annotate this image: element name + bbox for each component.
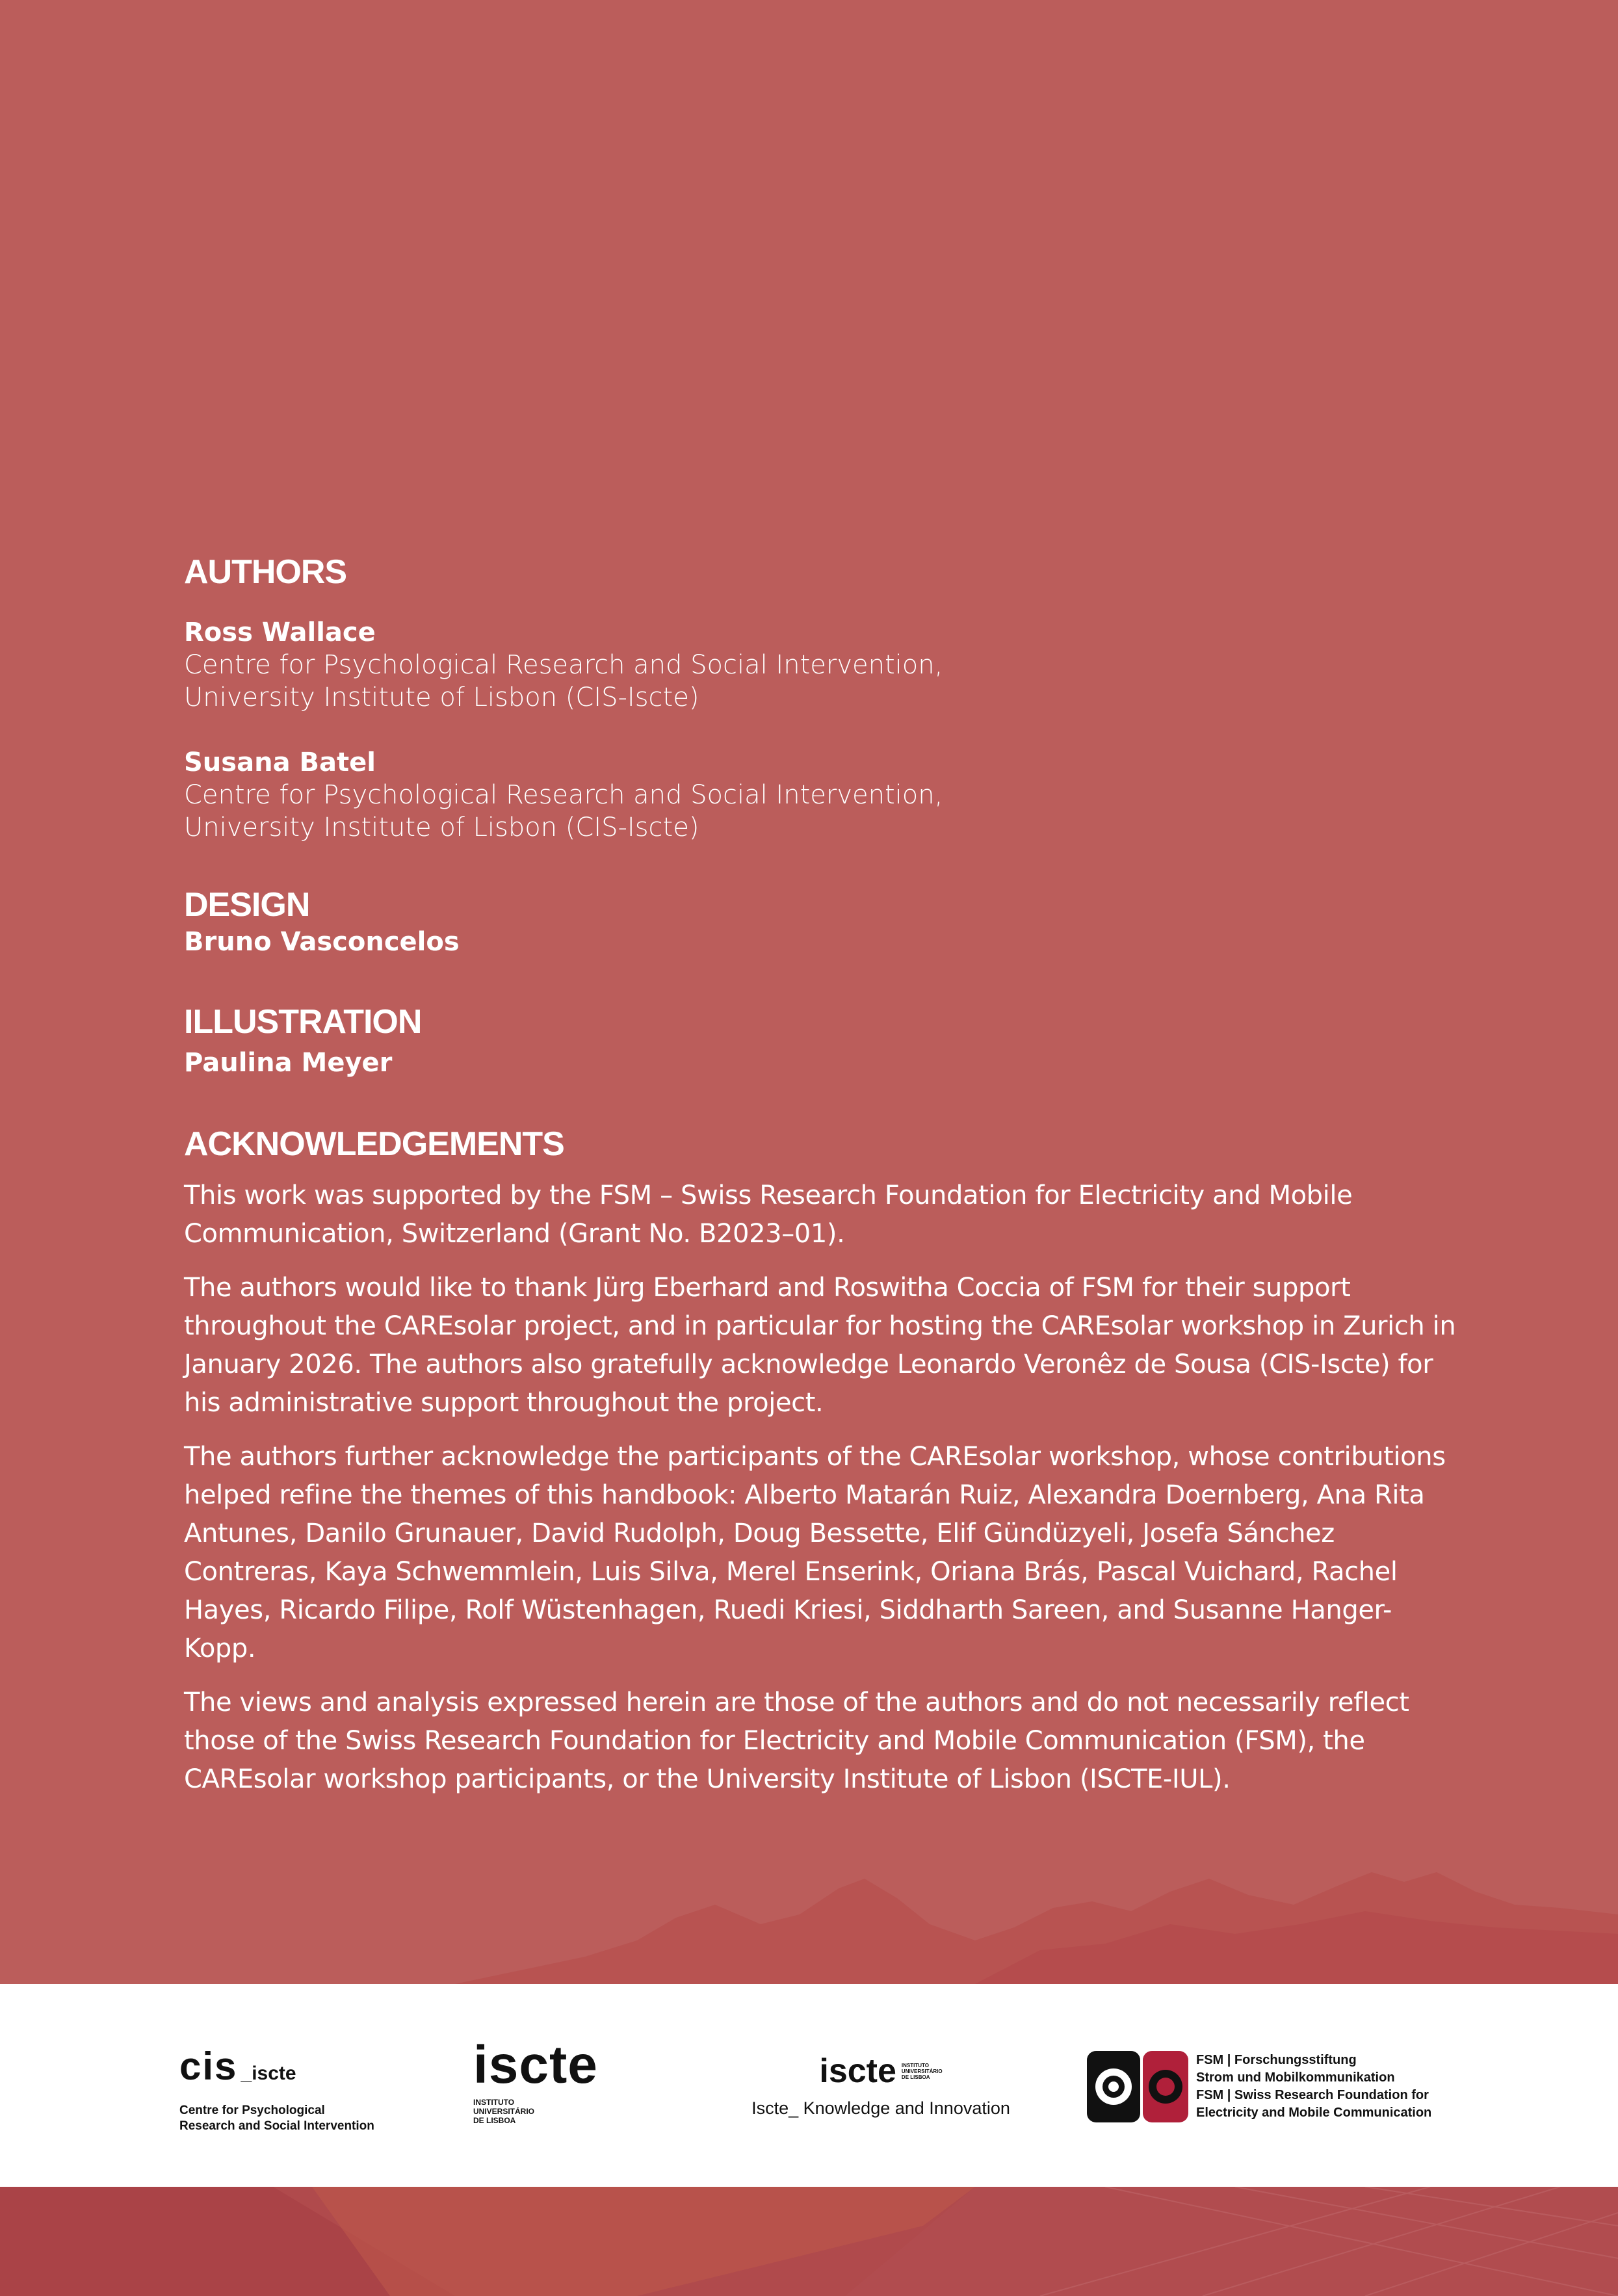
iscte-wordmark: iscte <box>473 2035 598 2094</box>
illustration-heading: ILLUSTRATION <box>184 1003 422 1041</box>
cis-caption: Research and Social Intervention <box>179 2119 374 2133</box>
iscte-ki-small-text: INSTITUTO <box>901 2062 929 2068</box>
acknowledgements-heading: ACKNOWLEDGEMENTS <box>184 1125 564 1163</box>
author-entry <box>184 616 1458 714</box>
authors-heading: AUTHORS <box>184 553 347 591</box>
design-heading: DESIGN <box>184 886 310 924</box>
acknowledgement-paragraph: The views and analysis expressed herein are those of the authors and do not necessarily reflect those of the Swiss Research Foundation for Electricity and Mobile Communication (FSM), the CAREsolar workshop participants, or the University Institute of Lisbon (ISCTE-IUL). <box>184 1688 1409 1794</box>
acknowledgement-paragraph: The authors would like to thank Jürg Eberhard and Roswitha Coccia of FSM for their support throughout the CAREsolar project, and in particular for hosting the CAREsolar workshop in Zurich in January 2026. The authors also gratefully acknowledge Leonardo Veronêz de Sousa (CIS-Iscte) for his administrative support throughout the project. <box>184 1273 1456 1418</box>
fsm-text-line: FSM | Forschungsstiftung <box>1196 2053 1357 2067</box>
illustrator-name: Paulina Meyer <box>184 1048 393 1078</box>
fsm-text-line: Electricity and Mobile Communication <box>1196 2106 1432 2120</box>
iscte-caption: INSTITUTO <box>473 2098 515 2107</box>
fsm-mark-icon <box>1087 2051 1188 2122</box>
designer-name: Bruno Vasconcelos <box>184 927 460 957</box>
author-affiliation: University Institute of Lisbon (CIS-Iscte) <box>184 683 699 712</box>
cis-caption: Centre for Psychological <box>179 2104 325 2117</box>
author-affiliation: Centre for Psychological Research and Social Intervention, <box>184 780 943 810</box>
iscte-logo <box>473 2035 642 2125</box>
acknowledgement-paragraph: The authors further acknowledge the participants of the CAREsolar workshop, whose contributions helped refine the themes of this handbook: Alberto Matarán Ruiz, Alexandra Doernberg, Ana Rita Antunes, Danilo Grunauer, David Rudolph, Doug Bessette, Elif Gündüzyeli, Josefa Sánchez Contreras, Kaya Schwemmlein, Luis Silva, Merel Enserink, Oriana Brás, Pascal Vuichard, Rachel Hayes, Ricardo Filipe, Rolf Wüstenhagen, Ruedi Kriesi, Siddharth Sareen, and Susanne Hanger-Kopp. <box>184 1442 1446 1663</box>
iscte-ki-wordmark: iscte <box>819 2052 896 2090</box>
author-affiliation: Centre for Psychological Research and Social Intervention, <box>184 650 943 680</box>
author-name: Susana Batel <box>184 748 376 777</box>
iscte-knowledge-innovation-logo <box>725 2054 1037 2119</box>
iscte-caption: DE LISBOA <box>473 2116 516 2125</box>
author-entry <box>184 746 1458 844</box>
bottom-decorative-strip <box>0 2187 1618 2296</box>
acknowledgement-paragraph: This work was supported by the FSM – Swiss Research Foundation for Electricity and Mobile Communication, Switzerland (Grant No. B2023–01). <box>184 1181 1353 1249</box>
fsm-text-line: Strom und Mobilkommunikation <box>1196 2070 1395 2085</box>
credits-content <box>184 551 1458 1799</box>
iscte-ki-caption: Iscte_ Knowledge and Innovation <box>751 2098 1010 2118</box>
fsm-text-line: FSM | Swiss Research Foundation for <box>1196 2088 1429 2102</box>
iscte-ki-small-text: UNIVERSITÁRIO <box>901 2068 943 2074</box>
cis-suffix: _iscte <box>241 2063 296 2084</box>
cis-iscte-logo <box>179 2044 400 2134</box>
logo-band <box>0 1984 1618 2187</box>
fsm-logo <box>1087 2051 1451 2122</box>
iscte-caption: UNIVERSITÁRIO <box>473 2107 535 2116</box>
author-affiliation: University Institute of Lisbon (CIS-Iscte) <box>184 813 699 842</box>
iscte-ki-small-text: DE LISBOA <box>901 2074 930 2080</box>
author-name: Ross Wallace <box>184 618 376 647</box>
cis-wordmark: cis <box>179 2044 238 2088</box>
